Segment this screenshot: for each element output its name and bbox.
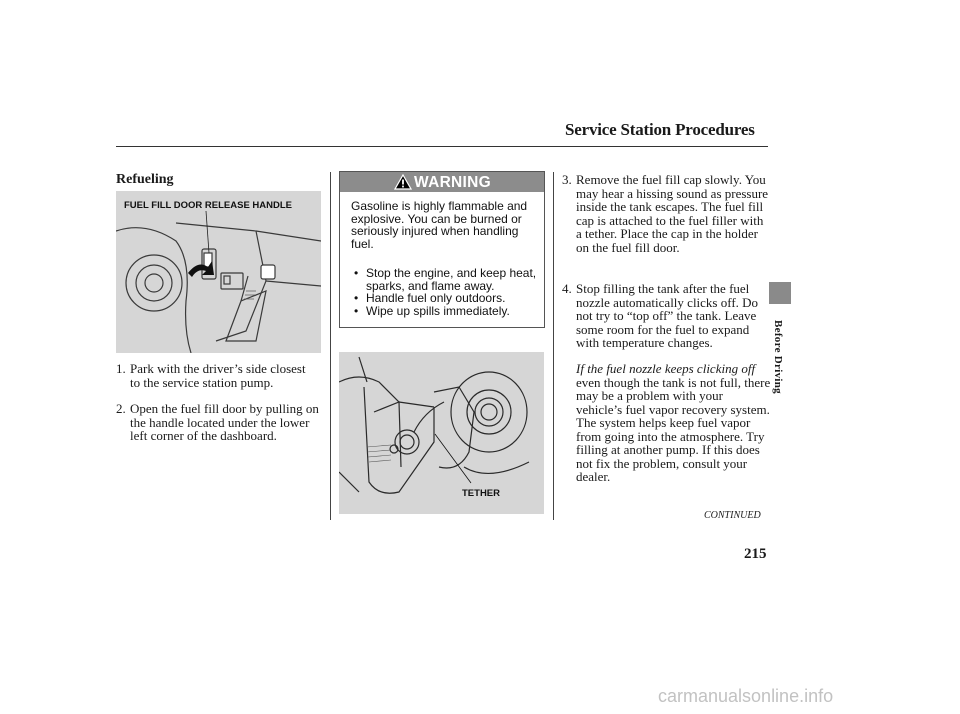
step-text: Park with the driver’s side closest to the service station pump. bbox=[130, 361, 306, 390]
warning-box bbox=[339, 171, 545, 328]
warning-bullets bbox=[354, 267, 544, 317]
step-text: Stop filling the tank after the fuel nozzle automatically clicks off. Do not try to “top off” the tank. Leave some room for the fuel to expand with temperature changes. bbox=[576, 281, 759, 350]
step-number: 3. bbox=[562, 172, 572, 187]
clicking-off-note bbox=[576, 362, 772, 484]
step-number: 1. bbox=[116, 361, 126, 376]
continued-label: CONTINUED bbox=[704, 510, 761, 521]
chapter-tab-label: Before Driving bbox=[772, 320, 784, 394]
watermark: carmanualsonline.info bbox=[658, 686, 834, 706]
note-body: even though the tank is not full, there may be a problem with your vehicle’s fuel vapor recovery system. The system helps keep fuel vapor from going into the atmosphere. Try filling at another pump. If this does not fix the problem, consult your dealer. bbox=[576, 374, 771, 484]
fuel-cap-illustration bbox=[339, 352, 544, 514]
fuel-cap-tether-figure bbox=[339, 352, 544, 514]
step-text: Open the fuel fill door by pulling on the handle located under the lower left corner of the dashboard. bbox=[130, 401, 319, 443]
step-number: 4. bbox=[562, 281, 572, 296]
warning-header bbox=[340, 172, 544, 192]
step-number: 2. bbox=[116, 401, 126, 416]
warning-body: Gasoline is highly flammable and explosive. You can be burned or seriously injured when handling fuel. bbox=[351, 199, 528, 251]
note-lead: If the fuel nozzle keeps clicking off bbox=[576, 361, 756, 376]
page-number: 215 bbox=[744, 546, 767, 562]
dashboard-illustration bbox=[116, 191, 321, 353]
section-heading: Refueling bbox=[116, 172, 174, 187]
warning-bullet: • Stop the engine, and keep heat, sparks, and flame away. bbox=[354, 267, 544, 292]
column-divider-left bbox=[330, 172, 331, 520]
page-title: Service Station Procedures bbox=[565, 120, 755, 139]
step-text: Remove the fuel fill cap slowly. You may hear a hissing sound as pressure inside the tank escapes. The fuel fill cap is attached to the fuel filler with a tether. Place the cap in the holder on the fuel fill door. bbox=[576, 172, 769, 255]
chapter-tab-marker bbox=[769, 282, 791, 304]
warning-triangle-icon bbox=[394, 174, 412, 190]
tether-label: TETHER bbox=[462, 488, 500, 499]
header-rule bbox=[116, 146, 768, 147]
figure-label: FUEL FILL DOOR RELEASE HANDLE bbox=[124, 200, 293, 211]
warning-bullet: • Wipe up spills immediately. bbox=[354, 305, 544, 318]
warning-bullet: • Handle fuel only outdoors. bbox=[354, 292, 544, 305]
warning-title: WARNING bbox=[414, 174, 492, 191]
column-divider-right bbox=[553, 172, 554, 520]
fuel-door-handle-figure bbox=[116, 191, 321, 353]
